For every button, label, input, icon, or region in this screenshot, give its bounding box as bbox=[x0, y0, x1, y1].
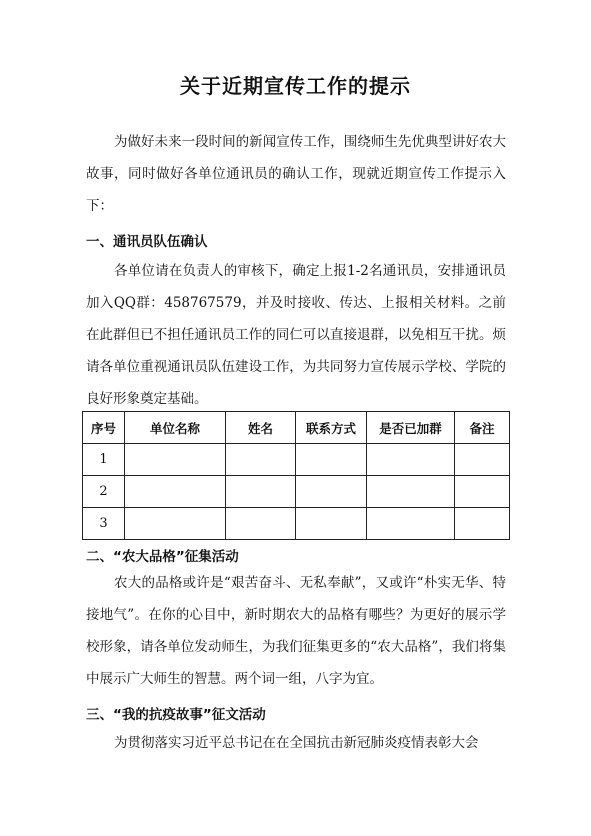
table-cell: 3 bbox=[83, 508, 125, 540]
intro-paragraph: 为做好未来一段时间的新闻宣传工作，围绕师生先优典型讲好农大故事，同时做好各单位通讯员的确认工作，现就近期宣传工作提示入下： bbox=[86, 134, 506, 214]
header-cell: 备注 bbox=[455, 412, 510, 444]
table-cell bbox=[455, 508, 510, 540]
table-cell bbox=[296, 444, 367, 476]
document-title: 关于近期宣传工作的提示 bbox=[180, 74, 411, 98]
section3-heading: 三、“我的抗疫故事”征文活动 bbox=[86, 707, 266, 723]
header-cell: 序号 bbox=[83, 412, 125, 444]
table-cell bbox=[367, 444, 455, 476]
table-cell bbox=[226, 508, 296, 540]
table-cell bbox=[226, 476, 296, 508]
table-cell bbox=[455, 444, 510, 476]
section2-paragraph: 农大的品格或许是“艰苦奋斗、无私奉献”，又或许“朴实无华、特接地气”。在你的心目中，新时期农大的品格有哪些？为更好的展示学校形象，请各单位发动师生，为我们征集更多的“农大品格”，我们将集中展示广大师生的智慧。两个词一组，八字为宜。 bbox=[86, 575, 506, 687]
table-cell bbox=[125, 444, 226, 476]
table-cell: 1 bbox=[83, 444, 125, 476]
table-cell bbox=[226, 444, 296, 476]
header-cell: 是否已加群 bbox=[367, 412, 455, 444]
section1-heading: 一、通讯员队伍确认 bbox=[86, 234, 208, 250]
section1-paragraph: 各单位请在负责人的审核下，确定上报1-2名通讯员，安排通讯员加入QQ群：458767579，并及时接收、传达、上报相关材料。之前在此群但已不担任通讯员工作的同仁可以直接退群，以免相互干扰。烦请各单位重视通讯员队伍建设工作，为共同努力宣传展示学校、学院的良好形象奠定基础。 bbox=[86, 263, 506, 407]
table-cell: 2 bbox=[83, 476, 125, 508]
table-cell bbox=[296, 508, 367, 540]
section2-heading: 二、“农大品格”征集活动 bbox=[86, 549, 239, 565]
table-cell bbox=[125, 476, 226, 508]
correspondent-table bbox=[82, 411, 510, 540]
section3-paragraph: 为贯彻落实习近平总书记在在全国抗击新冠肺炎疫情表彰大会 bbox=[114, 735, 479, 751]
table-row bbox=[83, 444, 510, 476]
table-cell bbox=[367, 508, 455, 540]
table-cell bbox=[125, 508, 226, 540]
header-cell: 姓名 bbox=[226, 412, 296, 444]
table-cell bbox=[296, 476, 367, 508]
table-row bbox=[83, 476, 510, 508]
table-cell bbox=[367, 476, 455, 508]
header-cell: 单位名称 bbox=[125, 412, 226, 444]
table-row bbox=[83, 508, 510, 540]
table-header-row bbox=[83, 412, 510, 444]
table-cell bbox=[455, 476, 510, 508]
header-cell: 联系方式 bbox=[296, 412, 367, 444]
